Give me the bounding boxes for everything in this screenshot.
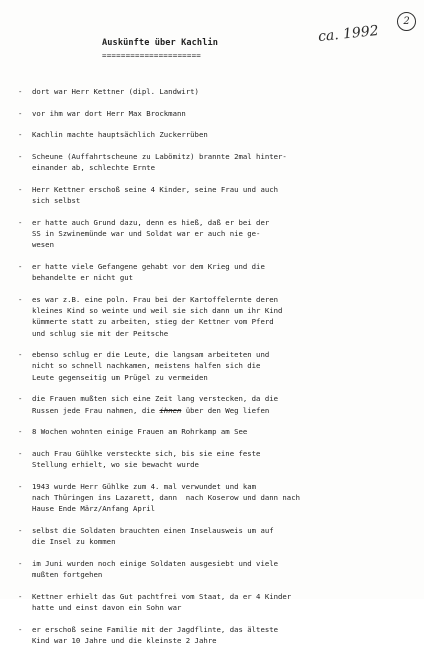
statement-text [32, 426, 418, 437]
statement-line: Kachlin machte hauptsächlich Zuckerrüben [32, 130, 208, 140]
statement-text [32, 393, 418, 415]
statement-line: und schlug sie mit der Peitsche [32, 328, 169, 338]
bullet-dash: - [18, 152, 23, 162]
statement-line: er erschoß seine Familie mit der Jagdflinte, das älteste [32, 624, 279, 634]
statement-text [32, 217, 418, 251]
statement-item [18, 294, 418, 339]
statement-line: die Frauen mußten sich eine Zeit lang verstecken, da die [32, 394, 279, 404]
title-underline: ===================== [102, 51, 202, 60]
statement-line: nach Thüringen ins Lazarett, dann nach Koserow und dann nach [32, 493, 300, 503]
statement-text [32, 86, 418, 97]
statement-line: ebenso schlug er die Leute, die langsam arbeiteten und [32, 350, 270, 360]
statement-line: Russen jede Frau nahmen, die ihnen über den Weg liefen [32, 405, 270, 415]
statement-line: nicht so schnell nachkamen, meistens halfen sich die [32, 361, 261, 371]
statement-line: auch Frau Gühlke versteckte sich, bis sie eine feste [32, 448, 261, 458]
statement-line: hatte und einst davon ein Sohn war [32, 603, 182, 612]
statement-item [18, 481, 418, 515]
statement-text [32, 108, 418, 119]
statement-text [32, 448, 418, 470]
statement-line: sich selbst [32, 196, 81, 206]
bullet-dash: - [18, 558, 23, 568]
document-title: Auskünfte über Kachlin [102, 38, 219, 48]
statement-line: im Juni wurden noch einige Soldaten ausgesiebt und viele [32, 558, 279, 568]
statement-text [32, 261, 418, 283]
page-number: 2 [397, 12, 416, 31]
statement-item [18, 624, 418, 646]
statement-line: Hause Ende März/Anfang April [32, 504, 156, 514]
statement-list [18, 86, 418, 657]
statement-item [18, 184, 418, 206]
bullet-dash: - [18, 448, 23, 458]
handwritten-date-note: ca. 1992 [317, 22, 380, 46]
statement-text [32, 294, 418, 339]
statement-line: Leute gegenseitig um Prügel zu vermeiden [32, 372, 208, 382]
bullet-dash: - [18, 294, 23, 304]
bullet-dash: - [18, 394, 23, 404]
statement-item [18, 86, 418, 97]
bullet-dash: - [18, 525, 23, 535]
statement-item [18, 151, 418, 173]
statement-line: Stellung erhielt, wo sie bewacht wurde [32, 460, 199, 470]
statement-item [18, 591, 418, 613]
statement-line: Herr Kettner erschoß seine 4 Kinder, seine Frau und auch [32, 185, 279, 195]
bullet-dash: - [18, 130, 23, 140]
statement-line: es war z.B. eine poln. Frau bei der Kartoffelernte deren [32, 294, 279, 304]
statement-text [32, 591, 418, 613]
bullet-dash: - [18, 591, 23, 601]
statement-line: die Insel zu kommen [32, 537, 116, 547]
bullet-dash: - [18, 217, 23, 227]
statement-line: Scheune (Auffahrtscheune zu Labömitz) brannte 2mal hinter- [32, 152, 287, 162]
statement-line: er hatte auch Grund dazu, denn es hieß, daß er bei der [32, 217, 270, 227]
bullet-dash: - [18, 262, 23, 272]
statement-line: Kettner erhielt das Gut pachtfrei vom Staat, da er 4 Kinder [32, 591, 292, 601]
statement-line: dort war Herr Kettner (dipl. Landwirt) [32, 87, 199, 96]
statement-line: einander ab, schlechte Ernte [32, 163, 156, 173]
statement-line: SS in Szwinemünde war und Soldat war er auch nie ge- [32, 229, 261, 239]
bullet-dash: - [18, 624, 23, 634]
statement-line: selbst die Soldaten brauchten einen Inselausweis um auf [32, 525, 274, 535]
statement-item [18, 129, 418, 140]
statement-text [32, 129, 418, 140]
statement-line: kümmerte statt zu arbeiten, stieg der Kettner vom Pferd [32, 317, 274, 327]
statement-text [32, 525, 418, 547]
statement-text [32, 349, 418, 383]
statement-text [32, 151, 418, 173]
statement-item [18, 558, 418, 580]
statement-line: kleines Kind so weinte und weil sie sich dann um ihr Kind [32, 306, 283, 316]
bullet-dash: - [18, 350, 23, 360]
bullet-dash: - [18, 87, 23, 96]
statement-item [18, 393, 418, 415]
statement-line: mußten fortgehen [32, 570, 103, 580]
statement-line: 8 Wochen wohnten einige Frauen am Rohrkamp am See [32, 427, 248, 437]
bullet-dash: - [18, 427, 23, 437]
statement-line: vor ihm war dort Herr Max Brockmann [32, 108, 186, 118]
bullet-dash: - [18, 481, 23, 491]
statement-item [18, 261, 418, 283]
statement-line: behandelte er nicht gut [32, 273, 134, 283]
statement-text [32, 558, 418, 580]
statement-line: er hatte viele Gefangene gehabt vor dem Krieg und die [32, 262, 265, 272]
statement-text [32, 624, 418, 646]
statement-item [18, 108, 418, 119]
statement-item [18, 349, 418, 383]
struck-word: ihnen [159, 405, 182, 415]
bullet-dash: - [18, 108, 23, 118]
statement-text [32, 184, 418, 206]
statement-item [18, 525, 418, 547]
statement-line: Kind war 10 Jahre und die kleinste 2 Jahre [32, 635, 217, 645]
statement-line: 1943 wurde Herr Gühlke zum 4. mal verwundet und kam [32, 481, 257, 491]
statement-item [18, 448, 418, 470]
statement-line: wesen [32, 240, 54, 250]
statement-item [18, 426, 418, 437]
bullet-dash: - [18, 185, 23, 195]
statement-item [18, 217, 418, 251]
statement-text [32, 481, 418, 515]
